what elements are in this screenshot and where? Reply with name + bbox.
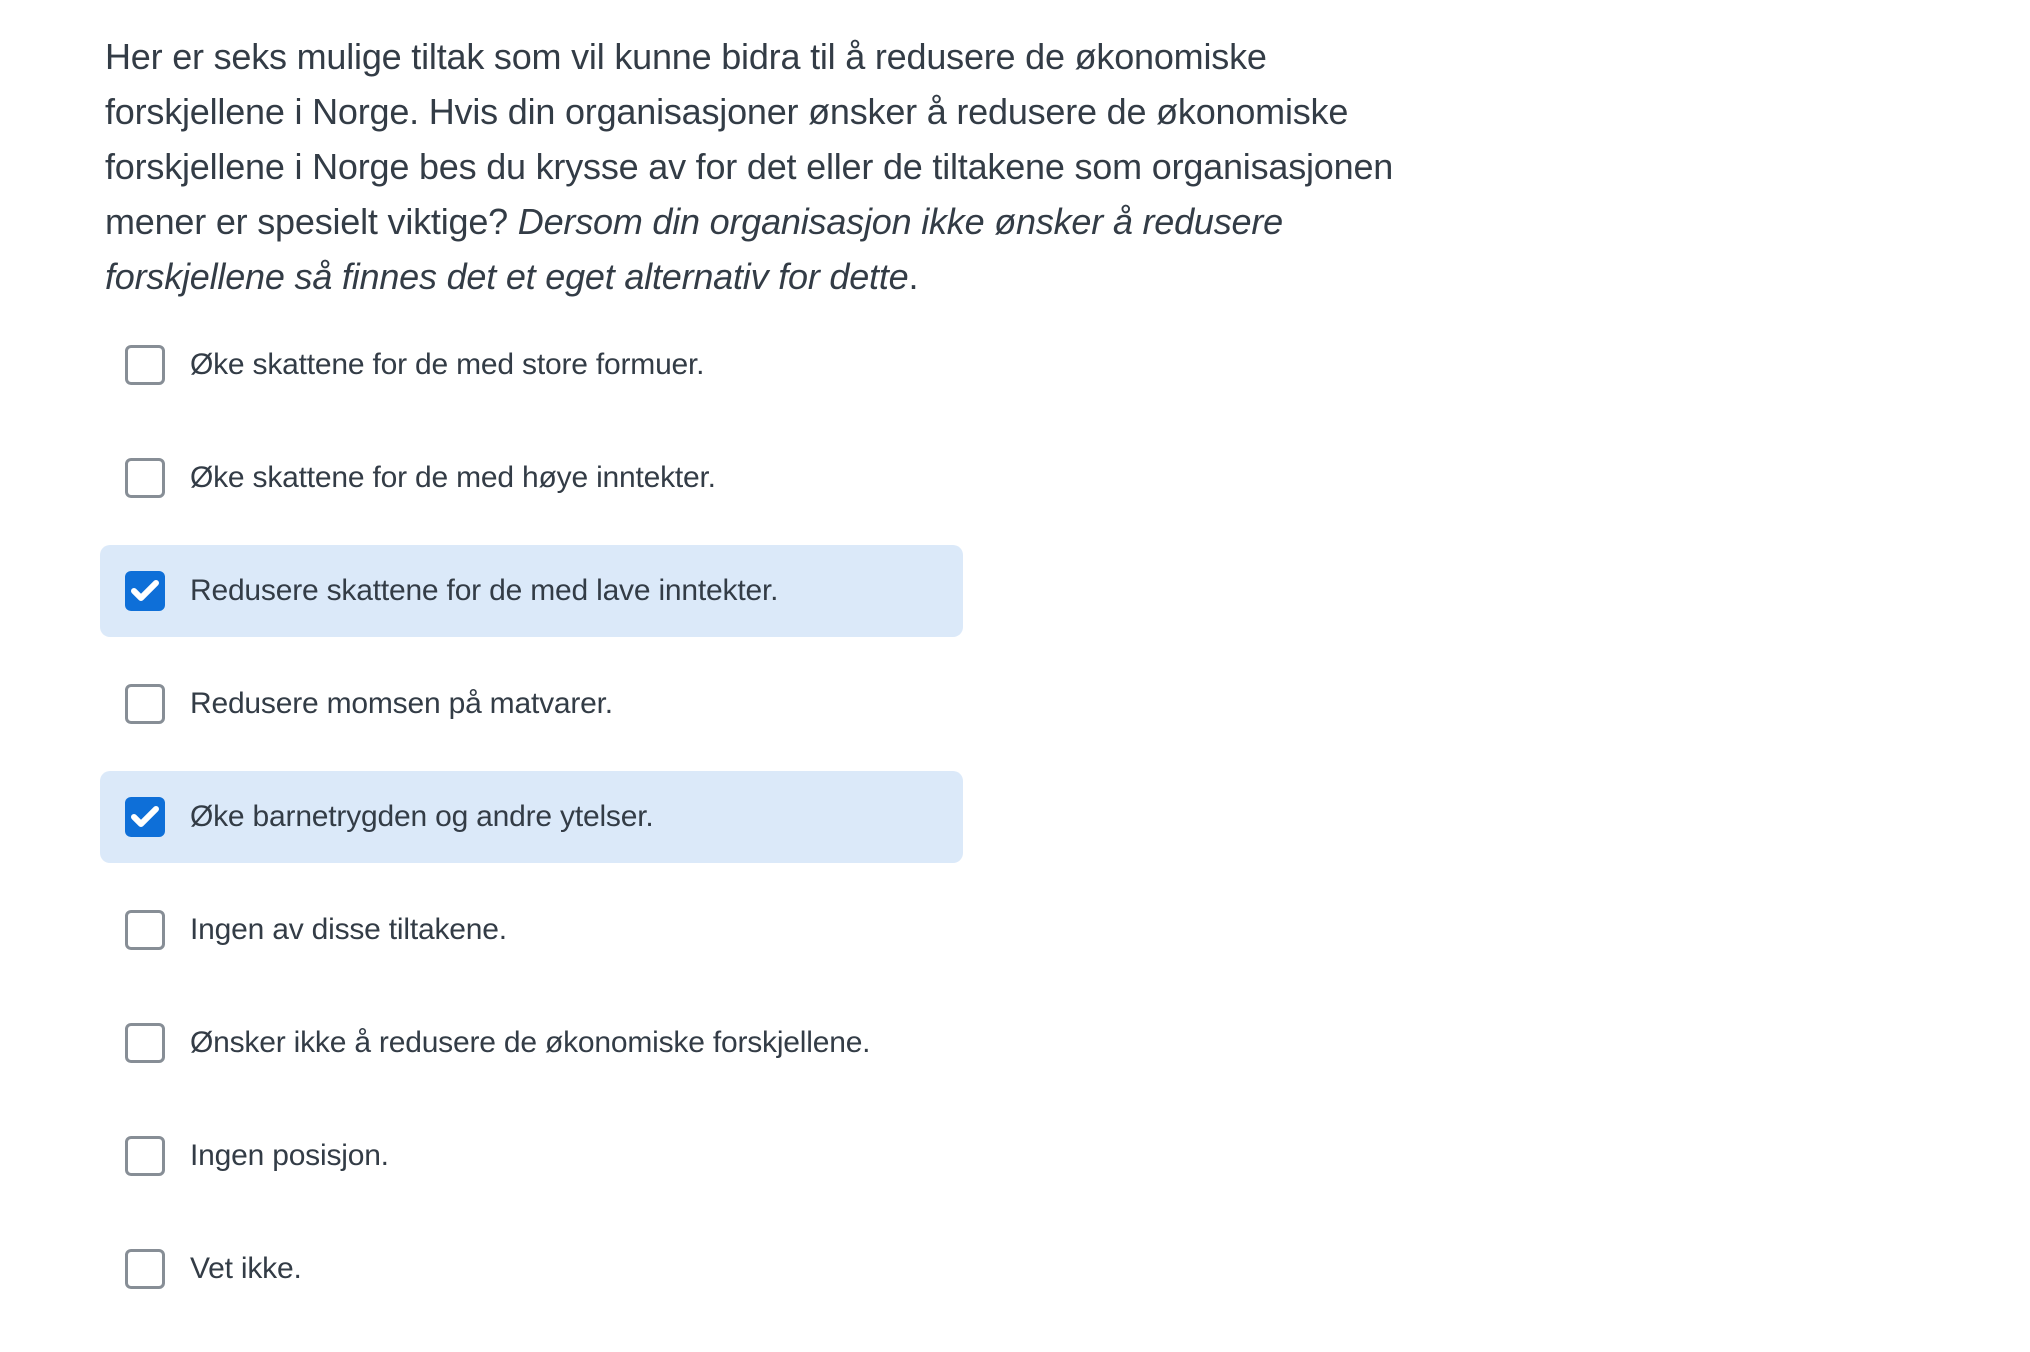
- checkmark-icon: [131, 806, 159, 828]
- checkbox-unchecked[interactable]: [125, 458, 165, 498]
- option-row-9[interactable]: [100, 1223, 963, 1315]
- question-line-3: [105, 139, 1393, 194]
- option-label: Øke skattene for de med høye inntekter.: [190, 461, 716, 494]
- option-label: Redusere skattene for de med lave inntekter.: [190, 574, 779, 607]
- question-line-4: [105, 194, 1393, 249]
- question-segment: Her er seks mulige tiltak som vil kunne bidra til å redusere de økonomiske: [105, 36, 1267, 77]
- question-segment: forskjellene så finnes det et eget alternativ for dette: [105, 256, 909, 297]
- question-line-1: [105, 29, 1393, 84]
- option-row-8[interactable]: [100, 1110, 963, 1202]
- checkbox-unchecked[interactable]: [125, 910, 165, 950]
- option-row-3[interactable]: [100, 545, 963, 637]
- question-segment: Dersom din organisasjon ikke ønsker å redusere: [517, 201, 1283, 242]
- options-list: [100, 319, 963, 1336]
- option-row-1[interactable]: [100, 319, 963, 411]
- checkbox-unchecked[interactable]: [125, 1249, 165, 1289]
- option-row-2[interactable]: [100, 432, 963, 524]
- checkbox-checked[interactable]: [125, 797, 165, 837]
- option-label: Vet ikke.: [190, 1252, 302, 1285]
- option-label: Ønsker ikke å redusere de økonomiske forskjellene.: [190, 1026, 871, 1059]
- question-segment: forskjellene i Norge bes du krysse av for det eller de tiltakene som organisasjonen: [105, 146, 1394, 187]
- option-label: Redusere momsen på matvarer.: [190, 687, 613, 720]
- question-segment: mener er spesielt viktige?: [105, 201, 518, 242]
- checkbox-checked[interactable]: [125, 571, 165, 611]
- checkbox-unchecked[interactable]: [125, 684, 165, 724]
- checkbox-unchecked[interactable]: [125, 1136, 165, 1176]
- question-segment: .: [908, 256, 919, 297]
- option-label: Øke skattene for de med store formuer.: [190, 348, 705, 381]
- option-row-7[interactable]: [100, 997, 963, 1089]
- question-line-2: [105, 84, 1393, 139]
- option-label: Ingen av disse tiltakene.: [190, 913, 507, 946]
- checkbox-unchecked[interactable]: [125, 1023, 165, 1063]
- question-line-5: [105, 249, 1393, 304]
- checkmark-icon: [131, 580, 159, 602]
- option-row-5[interactable]: [100, 771, 963, 863]
- checkbox-unchecked[interactable]: [125, 345, 165, 385]
- option-row-6[interactable]: [100, 884, 963, 976]
- question-segment: forskjellene i Norge. Hvis din organisasjoner ønsker å redusere de økonomiske: [105, 91, 1349, 132]
- option-label: Øke barnetrygden og andre ytelser.: [190, 800, 654, 833]
- question-text: [105, 29, 1393, 304]
- option-row-4[interactable]: [100, 658, 963, 750]
- option-label: Ingen posisjon.: [190, 1139, 389, 1172]
